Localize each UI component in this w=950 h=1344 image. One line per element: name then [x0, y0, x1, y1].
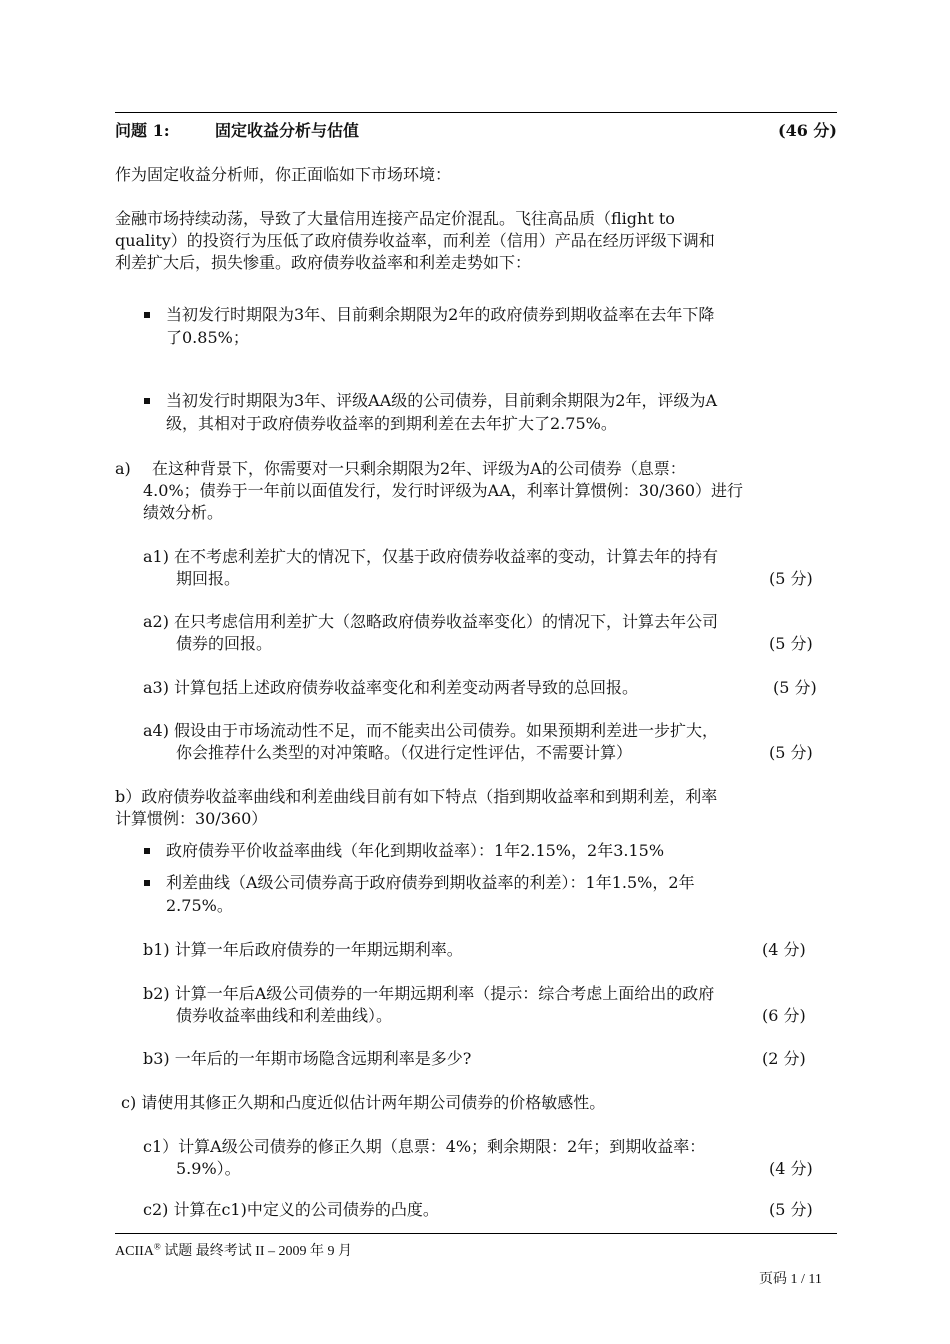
bullet-text: 当初发行时期限为3年、目前剩余期限为2年的政府债券到期收益率在去年下降: [166, 305, 715, 324]
bullet-icon: [144, 312, 150, 318]
question-label: 问题 1:: [115, 121, 170, 140]
part-c-text: c) 请使用其修正久期和凸度近似估计两年期公司债券的价格敏感性。: [121, 1093, 606, 1112]
question-a1: 期回报。: [176, 569, 241, 588]
question-c1: 5.9%）。: [176, 1159, 241, 1178]
context-line: 利差扩大后，损失惨重。政府债券收益率和利差走势如下：: [115, 253, 532, 272]
part-a-label: a): [115, 459, 131, 478]
intro-text: 作为固定收益分析师，你正面临如下市场环境：: [115, 165, 452, 184]
top-rule: [115, 112, 837, 113]
bullet-icon: [144, 880, 150, 886]
part-b-text: b）政府债券收益率曲线和利差曲线目前有如下特点（指到期收益率和到期利差，利率: [115, 787, 718, 806]
question-a1: a1) 在不考虑利差扩大的情况下，仅基于政府债券收益率的变动，计算去年的持有: [143, 547, 719, 566]
question-b3: b3) 一年后的一年期市场隐含远期利率是多少?: [143, 1049, 472, 1068]
question-a4: 你会推荐什么类型的对冲策略。（仅进行定性评估，不需要计算）: [176, 743, 633, 762]
footer-rule: [115, 1233, 837, 1234]
context-line: 金融市场持续动荡，导致了大量信用连接产品定价混乱。飞往高品质（flight to: [115, 209, 675, 228]
bullet-text: 政府债券平价收益率曲线（年化到期收益率）：1年2.15%，2年3.15%: [166, 841, 665, 860]
bullet-text: 当初发行时期限为3年、评级AA级的公司债券，目前剩余期限为2年，评级为A: [166, 391, 718, 410]
footer-exam-text: 试题 最终考试 II – 2009 年 9 月: [160, 1244, 353, 1259]
bullet-text: 级，其相对于政府债券收益率的到期利差在去年扩大了2.75%。: [166, 414, 617, 433]
question-a2: a2) 在只考虑信用利差扩大（忽略政府债券收益率变化）的情况下，计算去年公司: [143, 612, 719, 631]
points-b3: (2 分): [762, 1049, 806, 1068]
question-b1: b1) 计算一年后政府债券的一年期远期利率。: [143, 940, 463, 959]
question-b2: 债券收益率曲线和利差曲线）。: [176, 1006, 393, 1025]
part-a-text: 在这种背景下，你需要对一只剩余期限为2年、评级为A的公司债券（息票：: [152, 459, 686, 478]
footer-reg-mark: ®: [153, 1241, 161, 1252]
part-a-text: 4.0%；债券于一年前以面值发行，发行时评级为AA，利率计算惯例：30/360）进行: [143, 481, 744, 500]
question-a4: a4) 假设由于市场流动性不足，而不能卖出公司债券。如果预期利差进一步扩大，: [143, 721, 719, 740]
question-title: 固定收益分析与估值: [215, 121, 360, 140]
footer-brand: ACIIA: [115, 1244, 154, 1259]
bullet-text: 2.75%。: [166, 896, 233, 915]
part-b-text: 计算惯例：30/360）: [115, 809, 268, 828]
points-c2: (5 分): [769, 1200, 813, 1219]
points-b1: (4 分): [762, 940, 806, 959]
question-a2: 债券的回报。: [176, 634, 273, 653]
page-number: 页码 1 / 11: [759, 1272, 822, 1287]
points-a4: (5 分): [769, 743, 813, 762]
question-a3: a3) 计算包括上述政府债券收益率变化和利差变动两者导致的总回报。: [143, 678, 639, 697]
question-c1: c1）计算A级公司债券的修正久期（息票：4%；剩余期限：2年；到期收益率：: [143, 1137, 706, 1156]
question-c2: c2) 计算在c1)中定义的公司债券的凸度。: [143, 1200, 439, 1219]
points-a2: (5 分): [769, 634, 813, 653]
points-b2: (6 分): [762, 1006, 806, 1025]
bullet-text: 了0.85%；: [166, 328, 249, 347]
bullet-text: 利差曲线（A级公司债券高于政府债券到期收益率的利差）：1年1.5%，2年: [166, 873, 695, 892]
points-a3: (5 分): [773, 678, 817, 697]
points-a1: (5 分): [769, 569, 813, 588]
question-b2: b2) 计算一年后A级公司债券的一年期远期利率（提示：综合考虑上面给出的政府: [143, 984, 715, 1003]
bullet-icon: [144, 848, 150, 854]
part-a-text: 绩效分析。: [143, 503, 224, 522]
context-line: quality）的投资行为压低了政府债券收益率，而利差（信用）产品在经历评级下调和: [115, 231, 715, 250]
question-points: (46 分): [778, 121, 837, 140]
points-c1: (4 分): [769, 1159, 813, 1178]
bullet-icon: [144, 398, 150, 404]
footer-exam: [115, 1240, 352, 1260]
